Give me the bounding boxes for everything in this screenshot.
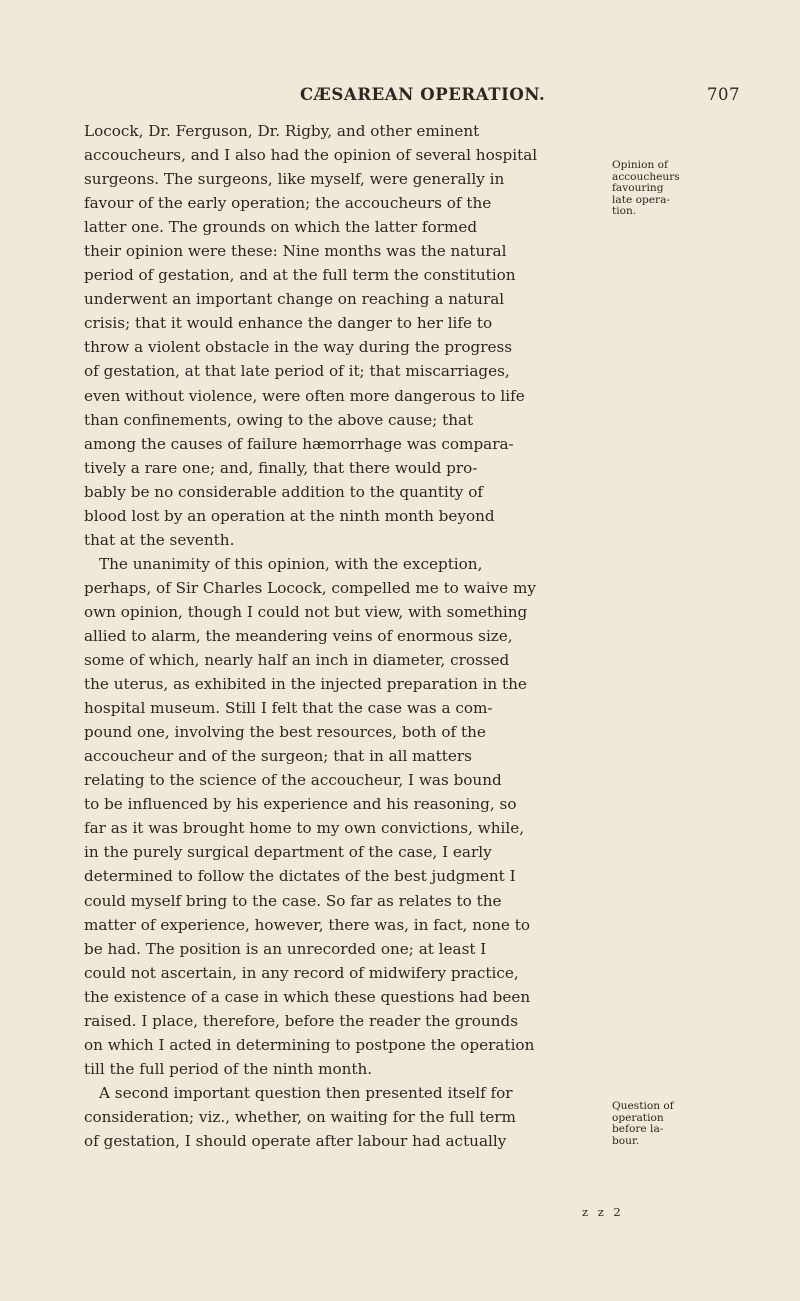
text-line: could myself bring to the case. So far as relates to the <box>84 891 502 910</box>
text-line: far as it was brought home to my own convictions, while, <box>84 819 525 838</box>
margin-note-line: tion. <box>612 205 637 218</box>
margin-note-line: Opinion of <box>612 159 668 171</box>
text-line: among the causes of failure hæmorrhage was compara- <box>84 434 514 453</box>
signature-mark: z z 2 <box>582 1205 624 1219</box>
text-line: consideration; viz., whether, on waiting for the full term <box>84 1107 516 1126</box>
text-line: be had. The position is an unrecorded one; at least I <box>84 939 487 958</box>
running-header <box>300 85 740 111</box>
text-line: surgeons. The surgeons, like myself, were generally in <box>84 170 505 189</box>
text-line: hospital museum. Still I felt that the case was a com- <box>84 699 493 718</box>
margin-note-line: favouring <box>612 182 664 195</box>
text-line: some of which, nearly half an inch in diameter, crossed <box>84 651 510 670</box>
text-line: favour of the early operation; the accoucheurs of the <box>84 194 492 213</box>
text-line: of gestation, I should operate after labour had actually <box>84 1131 507 1150</box>
text-line: even without violence, were often more dangerous to life <box>84 386 525 405</box>
margin-note-line: before la- <box>612 1123 664 1136</box>
text-line: matter of experience, however, there was, in fact, none to <box>84 915 530 934</box>
text-line: could not ascertain, in any record of midwifery practice, <box>84 963 519 982</box>
text-line: Locock, Dr. Ferguson, Dr. Rigby, and other eminent <box>84 122 480 140</box>
margin-note-question <box>612 1101 692 1147</box>
text-line: allied to alarm, the meandering veins of enormous size, <box>84 626 513 645</box>
text-line: of gestation, at that late period of it; that miscarriages, <box>84 362 510 381</box>
text-line: to be influenced by his experience and his reasoning, so <box>84 795 517 814</box>
margin-note-opinion <box>612 160 692 218</box>
text-line: that at the seventh. <box>84 530 235 549</box>
text-line: underwent an important change on reaching a natural <box>84 290 505 309</box>
margin-note-line: operation <box>612 1111 664 1124</box>
text-line: perhaps, of Sir Charles Locock, compelled me to waive my <box>84 578 536 597</box>
text-line: latter one. The grounds on which the latter formed <box>84 218 478 237</box>
body-text <box>84 119 610 1153</box>
text-line: in the purely surgical department of the case, I early <box>84 843 492 862</box>
text-line: blood lost by an operation at the ninth month beyond <box>84 506 495 525</box>
margin-note-line: accoucheurs <box>612 170 680 183</box>
text-line: determined to follow the dictates of the best judgment I <box>84 867 516 886</box>
text-line: their opinion were these: Nine months was the natural <box>84 242 507 261</box>
text-line: crisis; that it would enhance the danger to her life to <box>84 314 493 333</box>
text-line: bably be no considerable addition to the quantity of <box>84 482 483 501</box>
text-line: till the full period of the ninth month. <box>84 1059 373 1078</box>
text-line: accoucheurs, and I also had the opinion of several hospital <box>84 146 538 165</box>
text-line: pound one, involving the best resources, both of the <box>84 723 486 742</box>
text-line: the uterus, as exhibited in the injected preparation in the <box>84 675 527 694</box>
margin-note-line: bour. <box>612 1134 640 1147</box>
text-line: relating to the science of the accoucheur, I was bound <box>84 771 502 790</box>
text-line: accoucheur and of the surgeon; that in all matters <box>84 747 472 766</box>
text-line: the existence of a case in which these questions had been <box>84 987 531 1006</box>
text-line: period of gestation, and at the full term the constitution <box>84 266 516 285</box>
text-line: own opinion, though I could not but view, with something <box>84 602 528 621</box>
text-line: The unanimity of this opinion, with the exception, <box>99 554 483 573</box>
text-line: than confinements, owing to the above cause; that <box>84 410 474 429</box>
margin-note-line: late opera- <box>612 193 670 206</box>
text-line: A second important question then presented itself for <box>99 1083 513 1102</box>
text-line: raised. I place, therefore, before the reader the grounds <box>84 1011 518 1030</box>
page-number: 707 <box>707 85 740 104</box>
text-line: throw a violent obstacle in the way during the progress <box>84 338 513 357</box>
running-title: CÆSAREAN OPERATION. <box>300 85 546 104</box>
text-line: on which I acted in determining to postpone the operation <box>84 1035 535 1054</box>
text-line: tively a rare one; and, finally, that there would pro- <box>84 458 478 477</box>
margin-note-line: Question of <box>612 1100 674 1112</box>
